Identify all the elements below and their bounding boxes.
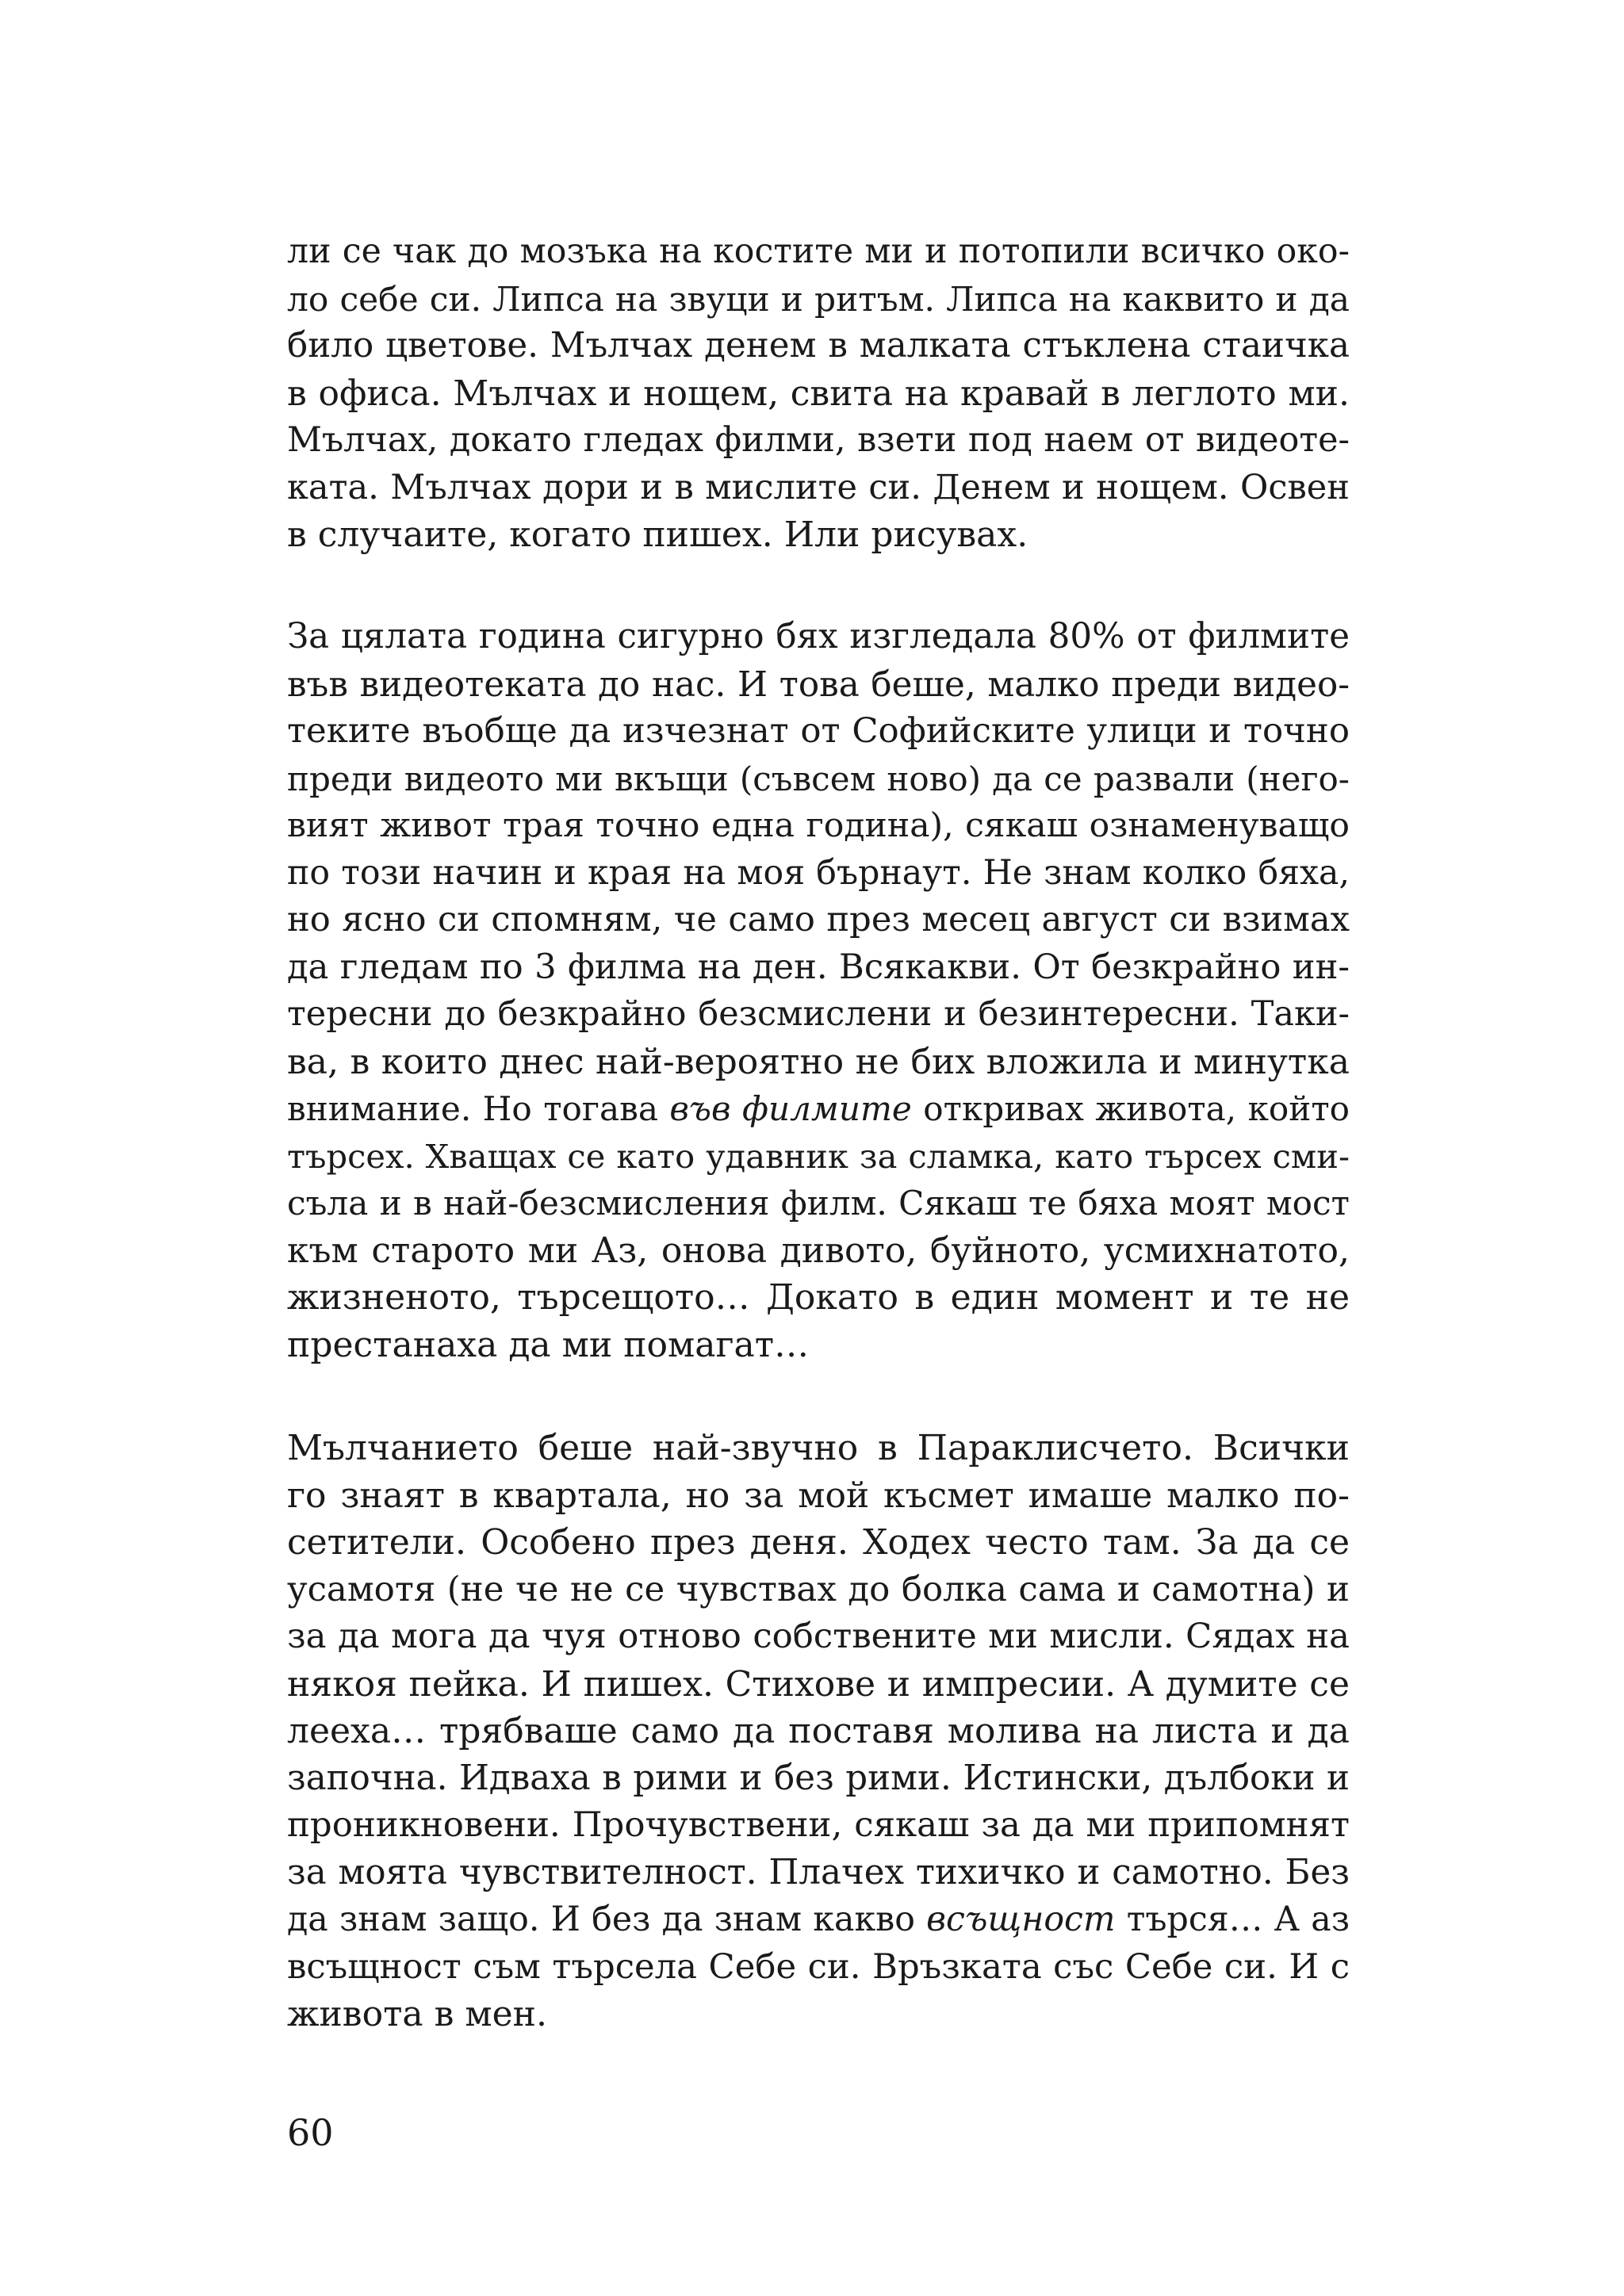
paragraph-3 — [287, 1425, 1350, 2038]
text-line: За цялата година сигурно бях изгледала 80% от филмите — [287, 617, 1350, 656]
text-span: търся… А аз — [1115, 1900, 1350, 1939]
text-line: вият живот трая точно една година), сякаш ознаменуващо — [287, 806, 1350, 845]
text-line-with-emphasis — [287, 1085, 1350, 1133]
page-number: 60 — [287, 2111, 334, 2154]
text-line: към старото ми Аз, онова дивото, буйното, усмихнатото, — [287, 1230, 1350, 1271]
text-line: теките въобще да изчезнат от Софийските улици и точно — [287, 711, 1350, 751]
text-line: усамотя (не че не се чувствах до болка сама и самотна) и — [287, 1569, 1350, 1609]
text-line: жизненото, търсещото… Докато в един момент и те не — [287, 1277, 1350, 1318]
text-line: за моята чувствителност. Плачех тихичко и самотно. Без — [287, 1852, 1350, 1892]
text-line: в случаите, когато пишех. Или рисувах. — [287, 515, 1028, 555]
text-line: ката. Мълчах дори и в мислите си. Денем и нощем. Освен — [287, 467, 1350, 507]
text-line: Мълчах, докато гледах филми, взети под наем от видеоте- — [287, 420, 1350, 460]
text-span: внимание. Но тогава — [287, 1089, 670, 1128]
text-line: живота в мен. — [287, 1994, 547, 2034]
text-line: започна. Идваха в рими и без рими. Истински, дълбоки и — [287, 1758, 1350, 1798]
text-span: да знам защо. И без да знам какво — [287, 1900, 927, 1939]
text-line: да гледам по 3 филма на ден. Всякакви. От безкрайно ин- — [287, 947, 1350, 987]
paragraph-1 — [287, 228, 1350, 559]
text-line: някоя пейка. И пишех. Стихове и импресии. А думите се — [287, 1663, 1350, 1705]
text-line: Мълчанието беше най-звучно в Параклисчето. Всички — [287, 1428, 1350, 1468]
text-line: престанаха да ми помагат… — [287, 1324, 810, 1365]
text-line: го знаят в квартала, но за мой късмет имаше малко по- — [287, 1475, 1350, 1516]
italic-emphasis: всъщност — [926, 1900, 1116, 1939]
text-line: проникновени. Прочувствени, сякаш за да ми припомнят — [287, 1805, 1350, 1845]
text-line: по този начин и края на моя бърнаут. Не знам колко бяха, — [287, 852, 1350, 893]
text-line: за да мога да чуя отново собствените ми мисли. Сядах на — [287, 1617, 1350, 1656]
text-span: откривах живота, който — [911, 1089, 1350, 1128]
text-line: лееха… трябваше само да поставя молива на листа и да — [287, 1711, 1350, 1751]
text-line: всъщност съм търсела Себе си. Връзката със Себе си. И с — [287, 1946, 1350, 1987]
text-line: в офиса. Мълчах и нощем, свита на кравай в леглото ми. — [287, 373, 1350, 414]
text-line: но ясно си спомням, че само през месец август си взимах — [287, 900, 1350, 939]
text-line: ва, в които днес най-вероятно не бих вложила и минутка — [287, 1041, 1350, 1082]
italic-emphasis: във филмите — [669, 1089, 912, 1128]
text-line: тересни до безкрайно безсмислени и безинтересни. Таки- — [287, 994, 1350, 1034]
text-line: ло себе си. Липса на звуци и ритъм. Липса на каквито и да — [287, 279, 1350, 319]
text-line: сетители. Особено през деня. Ходех често там. За да се — [287, 1522, 1350, 1563]
text-line-with-emphasis — [287, 1896, 1350, 1944]
paragraph-2 — [287, 614, 1350, 1368]
text-line: преди видеото ми вкъщи (съвсем ново) да се развали (него- — [287, 759, 1350, 798]
text-line: било цветове. Мълчах денем в малката стъклена стаичка — [287, 326, 1350, 365]
text-line: във видеотеката до нас. И това беше, малко преди видео- — [287, 664, 1350, 705]
text-line: ли се чак до мозъка на костите ми и потопили всичко око- — [287, 232, 1350, 271]
text-line: търсех. Хващах се като удавник за сламка, като търсех сми- — [287, 1136, 1350, 1176]
text-line: съла и в най-безсмисления филм. Сякаш те бяха моят мост — [287, 1184, 1350, 1223]
